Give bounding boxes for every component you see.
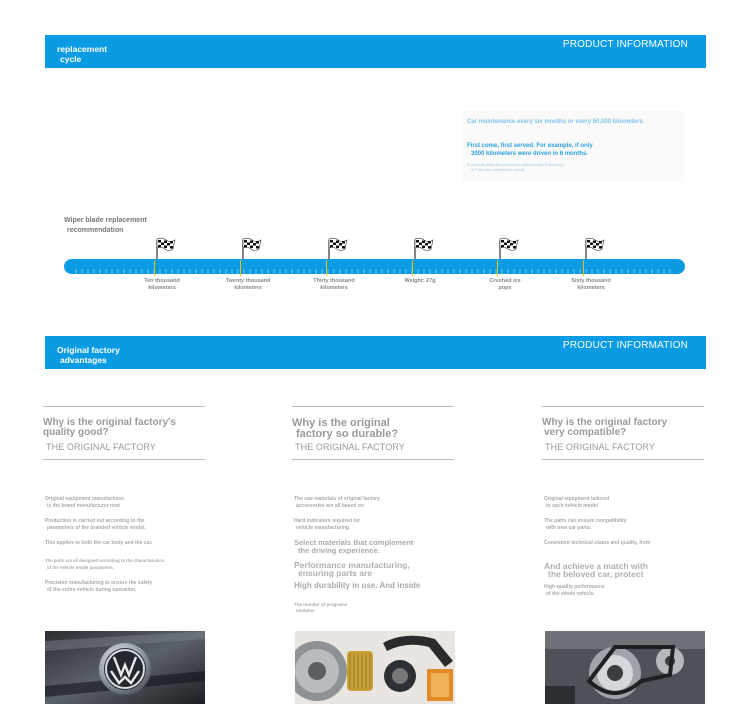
paragraph	[45, 580, 210, 593]
tag2-line-2: advantages	[60, 355, 107, 365]
timeline-mark-label-line: Twenty thousand	[225, 278, 271, 284]
paragraph-line: This applies to both the car body and the car.	[45, 540, 153, 546]
divider	[43, 459, 205, 460]
paragraph	[294, 561, 459, 577]
paragraph-line: the beloved car, protect	[548, 569, 644, 579]
timeline-marker-line	[326, 260, 327, 276]
paragraph	[544, 518, 709, 531]
paragraph-line: High-quality performance	[544, 584, 605, 590]
notes-line-3b: ※ Follow the maintenance manual	[471, 167, 525, 172]
paragraph	[294, 539, 459, 555]
paragraph	[294, 496, 459, 509]
replacement-cycle-band	[45, 35, 706, 68]
timeline-mark-label-line: kilometers	[234, 285, 262, 291]
notes-line-2a: First come, first served. For example, if only	[467, 143, 593, 149]
notes-line-3	[467, 163, 564, 172]
paragraph-line: of the vehicle model parameters.	[47, 564, 114, 570]
column-compatible	[542, 396, 712, 601]
paragraph	[294, 602, 459, 613]
paragraph	[544, 584, 709, 597]
original-factory-band	[45, 336, 706, 369]
column-title-line-1: Why is the original	[292, 417, 390, 429]
paragraph-line: vehicle manufacturing	[296, 524, 350, 531]
paragraph-line: of the entire vehicle during operation.	[47, 586, 137, 593]
timeline-mark-label-line: Ten thousand	[144, 278, 180, 284]
paragraph	[45, 496, 210, 509]
paragraph-line: ensuring parts are	[298, 568, 373, 578]
column-title-line-1: Why is the original factory's	[43, 417, 176, 428]
paragraph	[294, 582, 459, 590]
wiper-title-line-2: recommendation	[67, 227, 124, 234]
column-title-line-2: quality good?	[43, 427, 109, 438]
timeline-mark-label-line: Thirty thousand	[313, 278, 355, 284]
timeline-mark-label	[132, 278, 192, 292]
paragraph-line: The number of programs	[294, 602, 348, 607]
notes-line-1: Car maintenance every six months or every 50,000 kilometers.	[467, 119, 645, 125]
timeline-mark-label	[561, 278, 621, 292]
paragraph	[544, 540, 709, 547]
paragraph-line: Original equipment tailored	[544, 496, 610, 502]
timeline-mark-label-line: kilometers	[320, 285, 348, 291]
timeline-mark-label-line: Weight: 27g	[404, 278, 436, 284]
column-durable	[292, 396, 462, 613]
tag2-line-1: Original factory	[57, 345, 120, 355]
tag-line-1: replacement	[57, 44, 108, 54]
notes-line-2b: 3000 kilometers were driven in 6 months.	[471, 151, 589, 157]
timeline-mark-label	[218, 278, 278, 292]
divider	[542, 406, 704, 407]
notes-line-3a: ※ Carefully check the oil level and replace in time if necessary	[467, 163, 564, 167]
engine-illustration	[545, 631, 705, 704]
paragraph-line: And achieve a match with	[544, 561, 648, 571]
paragraph-line: Precision manufacturing to ensure the safety	[45, 580, 153, 586]
timeline-marker-line	[154, 260, 155, 276]
checkered-flag-icon	[328, 237, 348, 259]
paragraph-line: The parts can ensure compatibility	[544, 518, 627, 524]
paragraph	[45, 518, 210, 531]
vw-emblem-illustration	[45, 631, 205, 704]
paragraph	[544, 496, 709, 509]
paragraph-line: accessories are all based on	[296, 502, 364, 509]
timeline-mark-label	[304, 278, 364, 292]
paragraph	[294, 518, 459, 531]
column-title-line-2: very compatible?	[544, 427, 627, 438]
divider	[292, 459, 454, 460]
divider	[43, 406, 205, 407]
timeline-mark-label	[390, 278, 450, 285]
timeline-ticks	[64, 259, 685, 274]
engine-photo	[545, 631, 705, 704]
timeline-mark-label-line: Crushed ice	[489, 278, 521, 284]
paragraph	[544, 562, 709, 578]
timeline-mark-label-line: Sixty thousand	[571, 278, 611, 284]
timeline-marker-line	[412, 260, 413, 276]
column-subtitle: THE ORIGINAL FACTORY	[46, 442, 156, 452]
wiper-title	[64, 216, 147, 236]
column-subtitle: THE ORIGINAL FACTORY	[295, 442, 405, 452]
paragraph-line: Select materials that complement	[294, 538, 414, 547]
paragraph-line: High durability in use. And inside	[294, 581, 421, 590]
paragraph-line: Performance manufacturing,	[294, 560, 410, 570]
checkered-flag-icon	[499, 237, 519, 259]
maintenance-notes	[462, 110, 684, 182]
tag-line-2: cycle	[60, 54, 82, 64]
column-subtitle: THE ORIGINAL FACTORY	[545, 442, 655, 452]
wiper-title-line-1: Wiper blade replacement	[64, 217, 147, 224]
timeline-marker-line	[497, 260, 498, 276]
divider	[542, 459, 704, 460]
paragraph-line: parameters of the branded vehicle model.	[47, 524, 146, 531]
timeline-mark-label	[475, 278, 535, 292]
column-title	[292, 418, 457, 440]
timeline-mark-label-line: kilometers	[577, 285, 605, 291]
column-title-line-1: Why is the original factory	[542, 417, 668, 428]
product-information-label-2: PRODUCT INFORMATION	[562, 340, 688, 351]
paragraph-line: to each vehicle model	[546, 502, 598, 509]
paragraph	[45, 558, 210, 571]
vw-emblem-photo	[45, 631, 205, 704]
paragraph-line: Production is carried out according to the	[45, 518, 145, 524]
column-title-line-2: factory so durable?	[296, 428, 399, 440]
checkered-flag-icon	[242, 237, 262, 259]
column-title	[542, 418, 707, 438]
product-information-label: PRODUCT INFORMATION	[562, 39, 688, 50]
timeline-mark-label-line: pops	[498, 285, 512, 291]
original-factory-tag	[57, 345, 120, 365]
paragraph-line: Consistent technical status and quality, from	[544, 540, 651, 546]
paragraph-line: modules	[296, 607, 315, 613]
checkered-flag-icon	[585, 237, 605, 259]
paragraph-line: the driving experience.	[298, 546, 380, 555]
column-quality	[43, 396, 213, 601]
checkered-flag-icon	[414, 237, 434, 259]
checkered-flag-icon	[156, 237, 176, 259]
paragraph-line: with new car parts.	[546, 524, 592, 531]
paragraph-line: of the whole vehicle.	[546, 590, 595, 597]
paragraph	[45, 540, 210, 547]
timeline-bar	[64, 259, 685, 274]
paragraph-line: The parts are all designed according to the characteristics	[45, 558, 165, 563]
timeline-marker-line	[583, 260, 584, 276]
replacement-cycle-tag	[57, 44, 107, 64]
notes-line-2	[467, 142, 593, 158]
auto-parts-illustration	[295, 631, 455, 704]
column-title	[43, 418, 208, 438]
auto-parts-photo	[295, 631, 455, 704]
divider	[292, 406, 454, 407]
paragraph-line: Original equipment manufacturer,	[45, 496, 126, 502]
paragraph-line: The raw materials of original factory	[294, 496, 380, 502]
paragraph-line: Hard indicators required for	[294, 518, 361, 524]
timeline-marker-line	[240, 260, 241, 276]
timeline-mark-label-line: kilometers	[148, 285, 176, 291]
paragraph-line: is the brand manufacturer root	[47, 502, 120, 509]
